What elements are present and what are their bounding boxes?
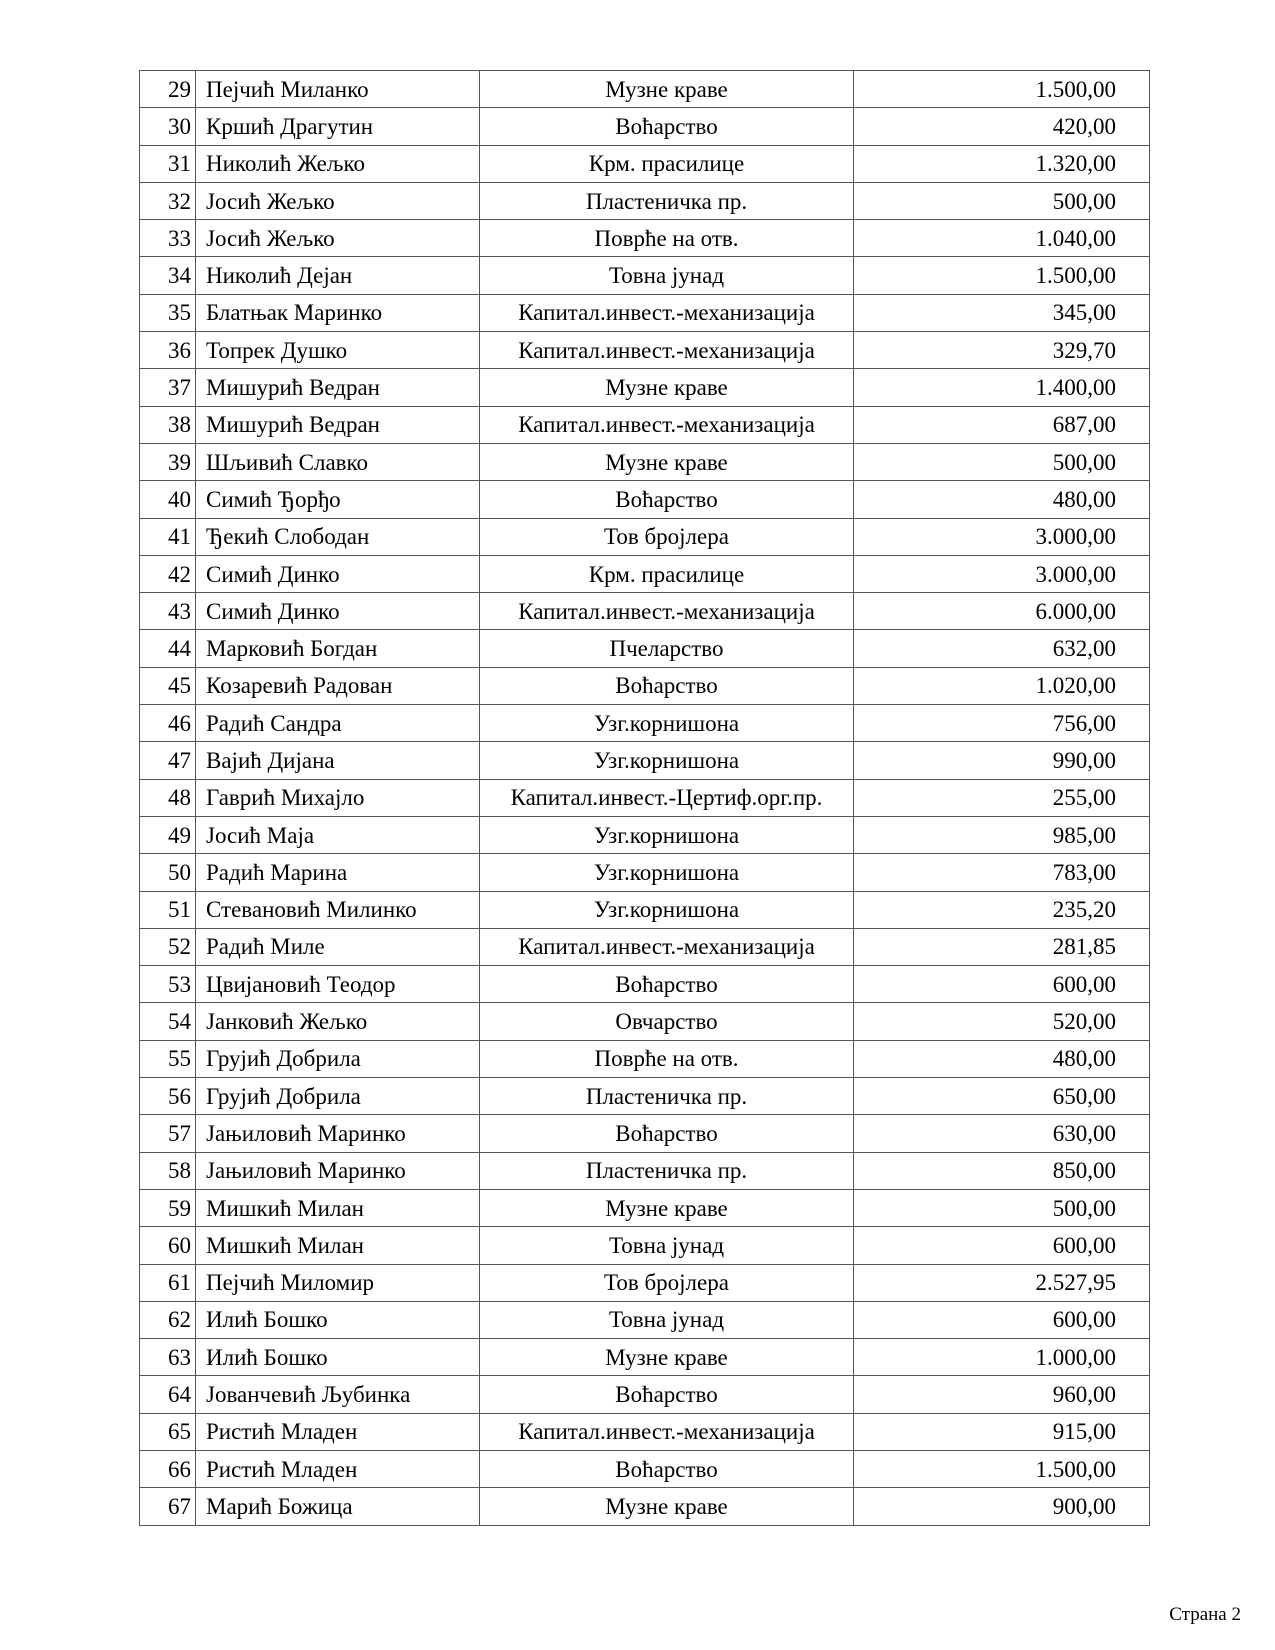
production-type: Воћарство bbox=[480, 108, 854, 145]
row-number: 66 bbox=[140, 1450, 196, 1487]
beneficiary-name: Грујић Добрила bbox=[196, 1040, 480, 1077]
amount-value: 281,85 bbox=[854, 928, 1150, 965]
amount-value: 985,00 bbox=[854, 816, 1150, 853]
beneficiary-name: Илић Бошко bbox=[196, 1339, 480, 1376]
table-row bbox=[140, 369, 1150, 406]
table-row bbox=[140, 332, 1150, 369]
amount-value: 235,20 bbox=[854, 891, 1150, 928]
production-type: Узг.корнишона bbox=[480, 854, 854, 891]
table-row bbox=[140, 630, 1150, 667]
production-type: Капитал.инвест.-механизација bbox=[480, 332, 854, 369]
row-number: 41 bbox=[140, 518, 196, 555]
amount-value: 520,00 bbox=[854, 1003, 1150, 1040]
production-type: Пластеничка пр. bbox=[480, 182, 854, 219]
beneficiary-name: Јањиловић Маринко bbox=[196, 1115, 480, 1152]
production-type: Воћарство bbox=[480, 1115, 854, 1152]
table-row bbox=[140, 966, 1150, 1003]
beneficiary-name: Радић Миле bbox=[196, 928, 480, 965]
production-type: Узг.корнишона bbox=[480, 891, 854, 928]
amount-value: 632,00 bbox=[854, 630, 1150, 667]
table-row bbox=[140, 1152, 1150, 1189]
row-number: 50 bbox=[140, 854, 196, 891]
beneficiary-name: Илић Бошко bbox=[196, 1301, 480, 1338]
production-type: Узг.корнишона bbox=[480, 705, 854, 742]
beneficiary-name: Цвијановић Теодор bbox=[196, 966, 480, 1003]
production-type: Узг.корнишона bbox=[480, 742, 854, 779]
table-row bbox=[140, 593, 1150, 630]
beneficiary-name: Мишурић Ведран bbox=[196, 369, 480, 406]
production-type: Узг.корнишона bbox=[480, 816, 854, 853]
table-row bbox=[140, 518, 1150, 555]
row-number: 29 bbox=[140, 71, 196, 108]
amount-value: 6.000,00 bbox=[854, 593, 1150, 630]
amount-value: 480,00 bbox=[854, 481, 1150, 518]
table-row bbox=[140, 891, 1150, 928]
table-row bbox=[140, 443, 1150, 480]
row-number: 30 bbox=[140, 108, 196, 145]
row-number: 34 bbox=[140, 257, 196, 294]
row-number: 36 bbox=[140, 332, 196, 369]
table-row bbox=[140, 182, 1150, 219]
amount-value: 600,00 bbox=[854, 1301, 1150, 1338]
production-type: Воћарство bbox=[480, 1450, 854, 1487]
row-number: 61 bbox=[140, 1264, 196, 1301]
production-type: Тов бројлера bbox=[480, 1264, 854, 1301]
table-row bbox=[140, 928, 1150, 965]
production-type: Музне краве bbox=[480, 1488, 854, 1525]
row-number: 43 bbox=[140, 593, 196, 630]
beneficiary-name: Вајић Дијана bbox=[196, 742, 480, 779]
row-number: 59 bbox=[140, 1189, 196, 1226]
production-type: Поврће на отв. bbox=[480, 220, 854, 257]
production-type: Поврће на отв. bbox=[480, 1040, 854, 1077]
production-type: Музне краве bbox=[480, 443, 854, 480]
amount-value: 1.500,00 bbox=[854, 257, 1150, 294]
production-type: Воћарство bbox=[480, 667, 854, 704]
table-row bbox=[140, 1450, 1150, 1487]
production-type: Капитал.инвест.-механизација bbox=[480, 928, 854, 965]
amount-value: 329,70 bbox=[854, 332, 1150, 369]
beneficiary-name: Симић Динко bbox=[196, 555, 480, 592]
beneficiary-name: Николић Дејан bbox=[196, 257, 480, 294]
amount-value: 600,00 bbox=[854, 966, 1150, 1003]
document-table-wrapper bbox=[139, 70, 1149, 1526]
table-row bbox=[140, 220, 1150, 257]
beneficiary-name: Пејчић Миломир bbox=[196, 1264, 480, 1301]
amount-value: 900,00 bbox=[854, 1488, 1150, 1525]
beneficiary-name: Ђекић Слободан bbox=[196, 518, 480, 555]
beneficiary-name: Јованчевић Љубинка bbox=[196, 1376, 480, 1413]
row-number: 51 bbox=[140, 891, 196, 928]
page-number: Страна 2 bbox=[1169, 1604, 1241, 1625]
beneficiary-name: Мишурић Ведран bbox=[196, 406, 480, 443]
beneficiary-name: Јосић Жељко bbox=[196, 220, 480, 257]
amount-value: 650,00 bbox=[854, 1078, 1150, 1115]
beneficiary-name: Ристић Младен bbox=[196, 1450, 480, 1487]
amount-value: 420,00 bbox=[854, 108, 1150, 145]
beneficiary-name: Радић Сандра bbox=[196, 705, 480, 742]
production-type: Музне краве bbox=[480, 71, 854, 108]
table-row bbox=[140, 742, 1150, 779]
table-row bbox=[140, 1003, 1150, 1040]
production-type: Музне краве bbox=[480, 369, 854, 406]
production-type: Воћарство bbox=[480, 966, 854, 1003]
production-type: Овчарство bbox=[480, 1003, 854, 1040]
table-row bbox=[140, 555, 1150, 592]
amount-value: 1.400,00 bbox=[854, 369, 1150, 406]
amount-value: 687,00 bbox=[854, 406, 1150, 443]
row-number: 39 bbox=[140, 443, 196, 480]
amount-value: 480,00 bbox=[854, 1040, 1150, 1077]
amount-value: 3.000,00 bbox=[854, 518, 1150, 555]
table-row bbox=[140, 257, 1150, 294]
production-type: Музне краве bbox=[480, 1189, 854, 1226]
amount-value: 1.500,00 bbox=[854, 1450, 1150, 1487]
table-row bbox=[140, 779, 1150, 816]
table-row bbox=[140, 1040, 1150, 1077]
beneficiary-name: Радић Марина bbox=[196, 854, 480, 891]
production-type: Капитал.инвест.-механизација bbox=[480, 593, 854, 630]
row-number: 53 bbox=[140, 966, 196, 1003]
amount-value: 783,00 bbox=[854, 854, 1150, 891]
row-number: 46 bbox=[140, 705, 196, 742]
row-number: 47 bbox=[140, 742, 196, 779]
table-row bbox=[140, 108, 1150, 145]
amount-value: 960,00 bbox=[854, 1376, 1150, 1413]
table-row bbox=[140, 705, 1150, 742]
amount-value: 850,00 bbox=[854, 1152, 1150, 1189]
table-row bbox=[140, 1227, 1150, 1264]
amount-value: 600,00 bbox=[854, 1227, 1150, 1264]
row-number: 56 bbox=[140, 1078, 196, 1115]
beneficiary-name: Јосић Маја bbox=[196, 816, 480, 853]
production-type: Тов бројлера bbox=[480, 518, 854, 555]
row-number: 35 bbox=[140, 294, 196, 331]
production-type: Товна јунад bbox=[480, 1227, 854, 1264]
row-number: 52 bbox=[140, 928, 196, 965]
table-row bbox=[140, 1376, 1150, 1413]
table-row bbox=[140, 1339, 1150, 1376]
beneficiary-name: Јосић Жељко bbox=[196, 182, 480, 219]
beneficiary-name: Јанковић Жељко bbox=[196, 1003, 480, 1040]
row-number: 37 bbox=[140, 369, 196, 406]
amount-value: 500,00 bbox=[854, 1189, 1150, 1226]
table-row bbox=[140, 1189, 1150, 1226]
amount-value: 1.000,00 bbox=[854, 1339, 1150, 1376]
amount-value: 1.500,00 bbox=[854, 71, 1150, 108]
beneficiary-name: Марковић Богдан bbox=[196, 630, 480, 667]
table-row bbox=[140, 294, 1150, 331]
table-row bbox=[140, 1488, 1150, 1525]
amount-value: 1.020,00 bbox=[854, 667, 1150, 704]
beneficiary-name: Николић Жељко bbox=[196, 145, 480, 182]
table-row bbox=[140, 1264, 1150, 1301]
table-row bbox=[140, 667, 1150, 704]
row-number: 45 bbox=[140, 667, 196, 704]
production-type: Воћарство bbox=[480, 1376, 854, 1413]
row-number: 44 bbox=[140, 630, 196, 667]
beneficiary-name: Стевановић Милинко bbox=[196, 891, 480, 928]
amount-value: 500,00 bbox=[854, 182, 1150, 219]
row-number: 48 bbox=[140, 779, 196, 816]
amount-value: 255,00 bbox=[854, 779, 1150, 816]
row-number: 31 bbox=[140, 145, 196, 182]
table-body bbox=[140, 71, 1150, 1526]
row-number: 60 bbox=[140, 1227, 196, 1264]
beneficiary-name: Козаревић Радован bbox=[196, 667, 480, 704]
amount-value: 1.040,00 bbox=[854, 220, 1150, 257]
row-number: 58 bbox=[140, 1152, 196, 1189]
beneficiary-name: Ристић Младен bbox=[196, 1413, 480, 1450]
table-row bbox=[140, 816, 1150, 853]
amount-value: 3.000,00 bbox=[854, 555, 1150, 592]
row-number: 67 bbox=[140, 1488, 196, 1525]
table-row bbox=[140, 1078, 1150, 1115]
row-number: 40 bbox=[140, 481, 196, 518]
beneficiary-name: Гаврић Михајло bbox=[196, 779, 480, 816]
beneficiary-table bbox=[139, 70, 1150, 1526]
amount-value: 990,00 bbox=[854, 742, 1150, 779]
row-number: 49 bbox=[140, 816, 196, 853]
beneficiary-name: Кршић Драгутин bbox=[196, 108, 480, 145]
amount-value: 2.527,95 bbox=[854, 1264, 1150, 1301]
production-type: Товна јунад bbox=[480, 257, 854, 294]
row-number: 38 bbox=[140, 406, 196, 443]
production-type: Капитал.инвест.-механизација bbox=[480, 1413, 854, 1450]
production-type: Капитал.инвест.-механизација bbox=[480, 294, 854, 331]
beneficiary-name: Јањиловић Маринко bbox=[196, 1152, 480, 1189]
row-number: 64 bbox=[140, 1376, 196, 1413]
table-row bbox=[140, 481, 1150, 518]
production-type: Товна јунад bbox=[480, 1301, 854, 1338]
beneficiary-name: Пејчић Миланко bbox=[196, 71, 480, 108]
row-number: 33 bbox=[140, 220, 196, 257]
production-type: Пчеларство bbox=[480, 630, 854, 667]
beneficiary-name: Марић Божица bbox=[196, 1488, 480, 1525]
row-number: 62 bbox=[140, 1301, 196, 1338]
production-type: Крм. прасилице bbox=[480, 555, 854, 592]
beneficiary-name: Блатњак Маринко bbox=[196, 294, 480, 331]
row-number: 54 bbox=[140, 1003, 196, 1040]
table-row bbox=[140, 406, 1150, 443]
production-type: Воћарство bbox=[480, 481, 854, 518]
row-number: 65 bbox=[140, 1413, 196, 1450]
beneficiary-name: Мишкић Милан bbox=[196, 1227, 480, 1264]
production-type: Пластеничка пр. bbox=[480, 1078, 854, 1115]
row-number: 42 bbox=[140, 555, 196, 592]
beneficiary-name: Симић Динко bbox=[196, 593, 480, 630]
production-type: Крм. прасилице bbox=[480, 145, 854, 182]
production-type: Музне краве bbox=[480, 1339, 854, 1376]
beneficiary-name: Симић Ђорђо bbox=[196, 481, 480, 518]
table-row bbox=[140, 854, 1150, 891]
beneficiary-name: Шљивић Славко bbox=[196, 443, 480, 480]
beneficiary-name: Топрек Душко bbox=[196, 332, 480, 369]
production-type: Капитал.инвест.-Цертиф.орг.пр. bbox=[480, 779, 854, 816]
amount-value: 630,00 bbox=[854, 1115, 1150, 1152]
row-number: 57 bbox=[140, 1115, 196, 1152]
row-number: 55 bbox=[140, 1040, 196, 1077]
table-row bbox=[140, 1413, 1150, 1450]
production-type: Пластеничка пр. bbox=[480, 1152, 854, 1189]
amount-value: 915,00 bbox=[854, 1413, 1150, 1450]
amount-value: 1.320,00 bbox=[854, 145, 1150, 182]
beneficiary-name: Мишкић Милан bbox=[196, 1189, 480, 1226]
row-number: 63 bbox=[140, 1339, 196, 1376]
table-row bbox=[140, 1115, 1150, 1152]
production-type: Капитал.инвест.-механизација bbox=[480, 406, 854, 443]
table-row bbox=[140, 145, 1150, 182]
row-number: 32 bbox=[140, 182, 196, 219]
amount-value: 500,00 bbox=[854, 443, 1150, 480]
table-row bbox=[140, 1301, 1150, 1338]
amount-value: 756,00 bbox=[854, 705, 1150, 742]
amount-value: 345,00 bbox=[854, 294, 1150, 331]
table-row bbox=[140, 71, 1150, 108]
beneficiary-name: Грујић Добрила bbox=[196, 1078, 480, 1115]
